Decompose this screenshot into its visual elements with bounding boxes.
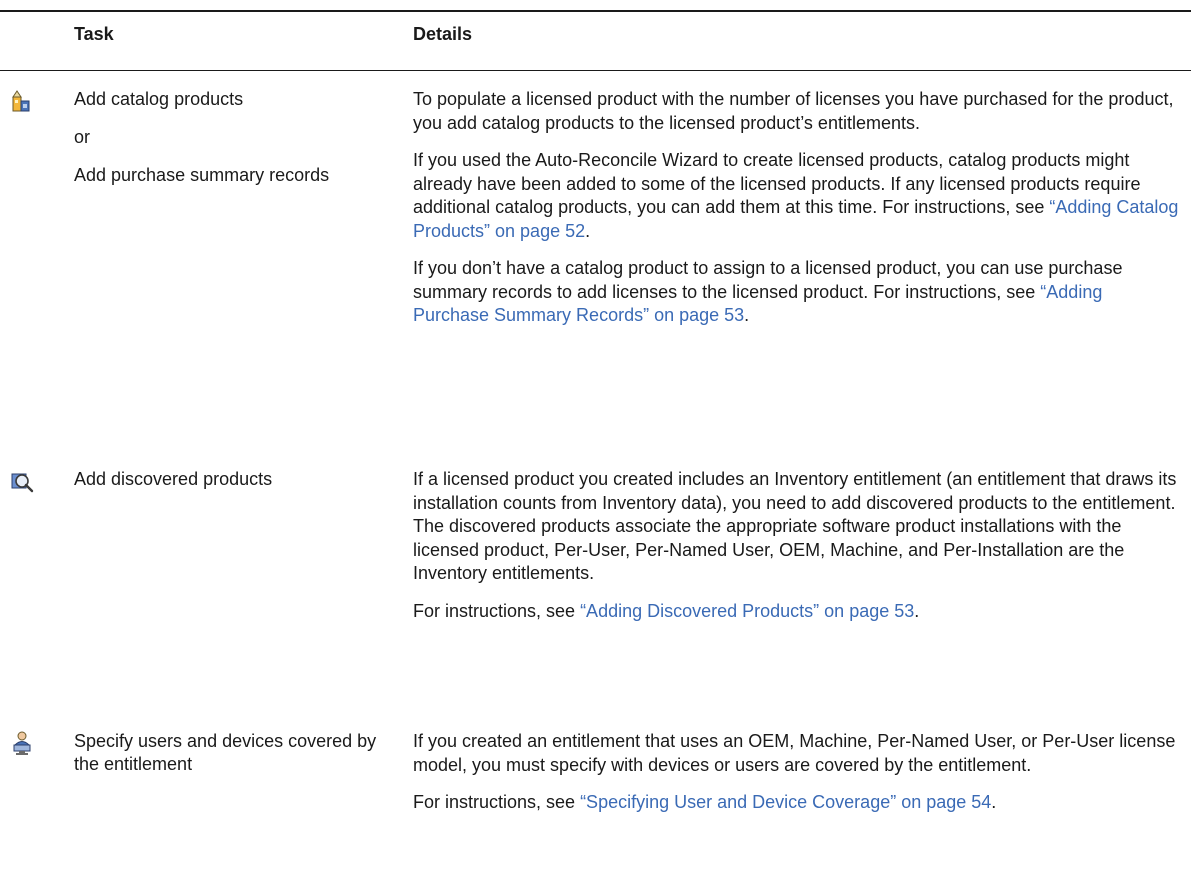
user-device-coverage-icon bbox=[10, 730, 34, 756]
task-cell bbox=[74, 88, 384, 187]
details-paragraph: If you used the Auto-Reconcile Wizard to create licensed products, catalog products might already have been added to some of the licensed products. If any licensed products require additional catalog products, you can add them at this time. For instructions, see “Adding Catalog Products” on page 52. bbox=[413, 150, 1179, 241]
details-paragraph: For instructions, see “Specifying User and Device Coverage” on page 54. bbox=[413, 792, 997, 812]
cross-reference-link[interactable]: “Adding Discovered Products” on page 53 bbox=[580, 600, 915, 621]
column-header-task: Task bbox=[74, 24, 114, 44]
details-paragraph: For instructions, see “Adding Discovered Products” on page 53. bbox=[413, 600, 920, 621]
details-cell bbox=[413, 468, 1183, 623]
cross-reference-link[interactable]: “Adding Purchase Summary Records” on page 53 bbox=[413, 281, 1103, 325]
column-header-details: Details bbox=[413, 24, 473, 44]
catalog-products-icon bbox=[10, 88, 34, 114]
details-cell bbox=[413, 88, 1183, 328]
cross-reference-link[interactable]: “Specifying User and Device Coverage” on page 54 bbox=[580, 792, 992, 812]
task-text: Specify users and devices covered by the entitlement bbox=[74, 731, 377, 774]
task-cell bbox=[74, 468, 384, 491]
task-cell bbox=[74, 730, 384, 776]
task-text: Add catalog products bbox=[74, 89, 244, 109]
details-paragraph: If a licensed product you created includes an Inventory entitlement (an entitlement that draws its installation counts from Inventory data), you need to add discovered products to the entitlement. The discovered products associate the appropriate software product installations with the licensed product, Per-User, Per-Named User, OEM, Machine, and Per-Installation are the Inventory entitlements. bbox=[413, 469, 1177, 583]
details-paragraph: To populate a licensed product with the number of licenses you have purchased for the product, you add catalog products to the licensed product’s entitlements. bbox=[413, 89, 1174, 133]
details-cell bbox=[413, 730, 1183, 815]
cross-reference-link[interactable]: “Adding Catalog Products” on page 52 bbox=[413, 197, 1179, 241]
details-paragraph: If you created an entitlement that uses an OEM, Machine, Per-Named User, or Per-User license model, you must specify with devices or users are covered by the entitlement. bbox=[413, 731, 1176, 775]
details-paragraph: If you don’t have a catalog product to assign to a licensed product, you can use purchase summary records to add licenses to the licensed product. For instructions, see “Adding Purchase Summary Records” on page 53. bbox=[413, 258, 1123, 325]
table-top-rule bbox=[0, 10, 1191, 12]
task-text: or bbox=[74, 127, 91, 147]
discovered-products-icon bbox=[10, 468, 34, 494]
task-text: Add discovered products bbox=[74, 469, 273, 489]
header-rule bbox=[0, 70, 1191, 71]
task-text: Add purchase summary records bbox=[74, 165, 330, 185]
